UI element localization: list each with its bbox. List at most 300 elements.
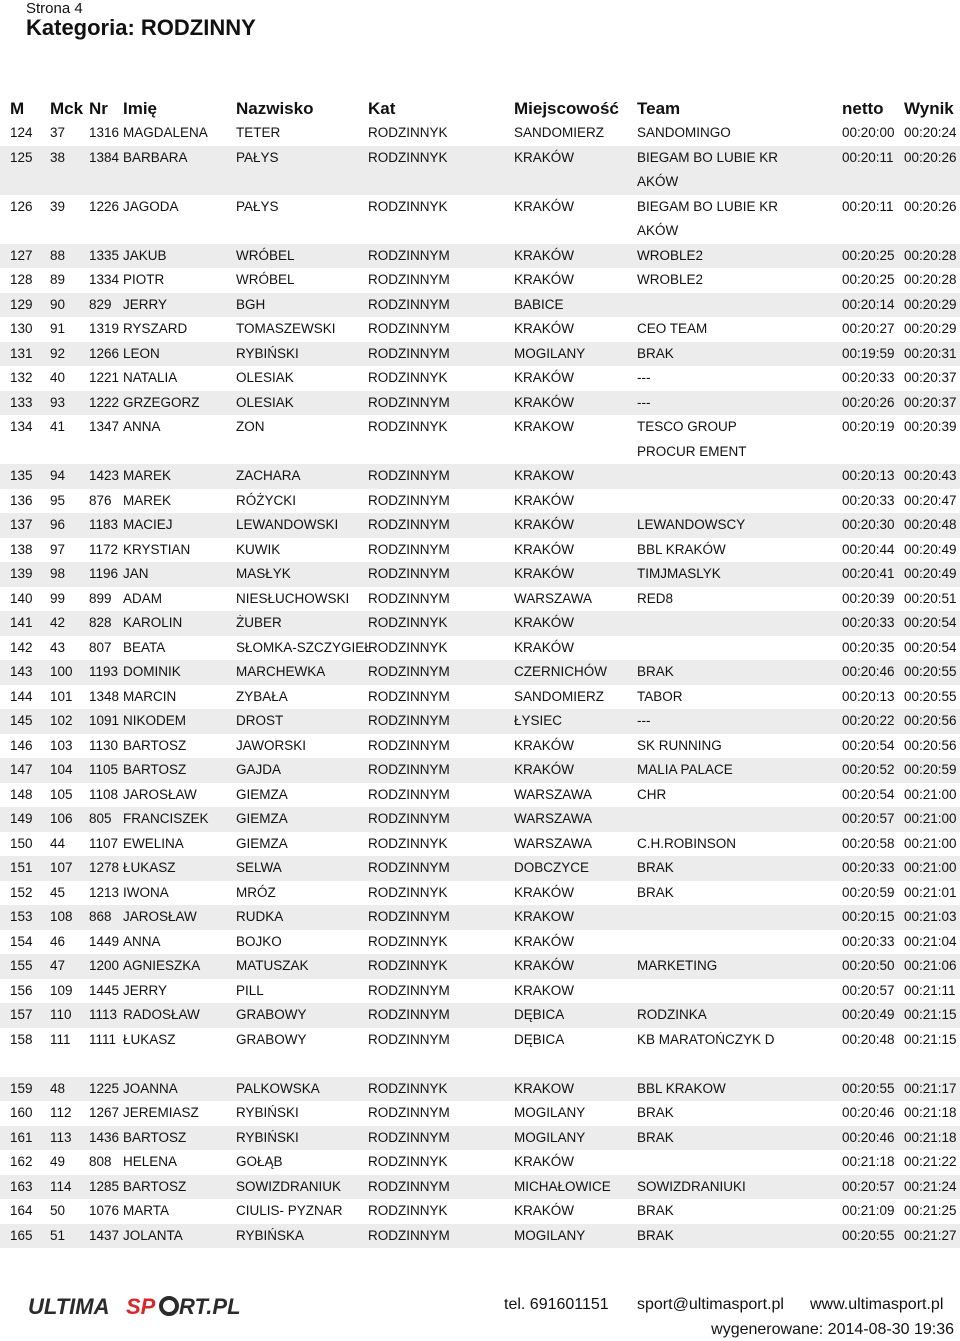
cell-first-name: MAREK	[123, 492, 172, 508]
cell-result: 00:20:55	[904, 688, 957, 704]
cell-net-time: 00:20:27	[842, 321, 895, 336]
cell-result: 00:20:24	[904, 125, 957, 140]
cell-bib: 1285	[89, 1178, 120, 1194]
cell-team: BIEGAM BO LUBIE KR AKÓW	[637, 149, 779, 189]
cell-place: 129	[10, 296, 33, 312]
cell-net-time: 00:20:54	[842, 737, 895, 753]
cell-result: 00:20:54	[904, 639, 957, 655]
cell-place: 150	[10, 835, 33, 851]
cell-city: KRAKOW	[514, 1080, 575, 1096]
cell-bib: 1226	[89, 198, 120, 214]
cell-result: 00:20:31	[904, 345, 957, 361]
cell-category-place: 50	[50, 1203, 66, 1218]
cell-team: ---	[637, 370, 651, 385]
cell-bib: 1334	[89, 272, 120, 287]
cell-result: 00:20:49	[904, 541, 957, 557]
cell-bib: 1130	[89, 737, 119, 753]
cell-place: 137	[10, 517, 33, 532]
cell-category: RODZINNYK	[368, 884, 448, 900]
cell-last-name: TETER	[236, 125, 281, 140]
cell-result: 00:21:24	[904, 1178, 957, 1194]
cell-first-name: LEON	[123, 345, 160, 361]
cell-result: 00:21:11	[904, 982, 956, 998]
cell-net-time: 00:20:55	[842, 1227, 895, 1243]
cell-result: 00:20:29	[904, 321, 957, 336]
cell-city: WARSZAWA	[514, 786, 592, 802]
cell-city: KRAKÓW	[514, 149, 575, 165]
cell-last-name: GIEMZA	[236, 786, 288, 802]
cell-city: WARSZAWA	[514, 811, 592, 826]
table-row	[0, 146, 960, 195]
cell-category: RODZINNYM	[368, 762, 450, 777]
cell-first-name: KRYSTIAN	[123, 541, 191, 557]
cell-last-name: PALKOWSKA	[236, 1080, 320, 1096]
cell-category-place: 42	[50, 615, 66, 630]
cell-bib: 1449	[89, 933, 120, 949]
cell-first-name: BARTOSZ	[123, 737, 187, 753]
cell-result: 00:21:00	[904, 835, 957, 851]
cell-team: SK RUNNING	[637, 737, 722, 753]
table-row	[0, 342, 960, 367]
cell-category-place: 39	[50, 198, 66, 214]
cell-team: SOWIZDRANIUKI	[637, 1178, 746, 1194]
cell-team: TESCO GROUP PROCUR EMENT	[637, 419, 747, 459]
table-row	[0, 415, 960, 464]
cell-place: 155	[10, 958, 33, 973]
cell-net-time: 00:20:33	[842, 370, 895, 385]
cell-place: 163	[10, 1178, 33, 1194]
cell-place: 151	[10, 860, 33, 875]
cell-result: 00:20:26	[904, 149, 957, 165]
cell-bib: 1111	[89, 1031, 117, 1047]
cell-place: 133	[10, 394, 33, 410]
cell-category-place: 99	[50, 590, 66, 606]
cell-last-name: MATUSZAK	[236, 958, 309, 973]
cell-result: 00:21:27	[904, 1227, 957, 1243]
cell-first-name: JAROSŁAW	[123, 909, 197, 924]
cell-last-name: PAŁYS	[236, 198, 279, 214]
cell-first-name: RADOSŁAW	[123, 1007, 200, 1022]
cell-category-place: 96	[50, 517, 66, 532]
cell-place: 141	[10, 615, 33, 630]
cell-bib: 1436	[89, 1129, 120, 1145]
cell-bib: 1107	[89, 835, 119, 851]
cell-team: MALIA PALACE	[637, 762, 733, 777]
table-row	[0, 293, 960, 318]
cell-bib: 1193	[89, 664, 119, 679]
cell-net-time: 00:20:58	[842, 835, 895, 851]
cell-last-name: ŻUBER	[236, 615, 282, 630]
cell-category: RODZINNYM	[368, 272, 450, 287]
cell-first-name: PIOTR	[123, 272, 165, 287]
cell-category-place: 47	[50, 958, 66, 973]
table-row	[0, 244, 960, 269]
cell-category: RODZINNYM	[368, 1178, 450, 1194]
cell-net-time: 00:20:44	[842, 541, 895, 557]
table-row	[0, 513, 960, 538]
cell-last-name: SOWIZDRANIUK	[236, 1178, 342, 1194]
cell-category: RODZINNYK	[368, 370, 448, 385]
cell-category-place: 98	[50, 566, 66, 581]
cell-net-time: 00:20:52	[842, 762, 895, 777]
cell-first-name: DOMINIK	[123, 664, 181, 679]
table-row	[0, 587, 960, 612]
cell-bib: 1384	[89, 149, 120, 165]
cell-category-place: 90	[50, 296, 66, 312]
table-row	[0, 1126, 960, 1151]
cell-net-time: 00:20:49	[842, 1007, 895, 1022]
cell-category-place: 100	[50, 664, 73, 679]
cell-bib: 1437	[89, 1227, 120, 1243]
cell-city: KRAKÓW	[514, 566, 575, 581]
svg-text:ULTIMA: ULTIMA	[28, 1294, 110, 1319]
cell-city: MOGILANY	[514, 1227, 586, 1243]
table-row	[0, 930, 960, 955]
table-row	[0, 1224, 960, 1249]
cell-city: KRAKÓW	[514, 639, 575, 655]
cell-city: KRAKOW	[514, 909, 575, 924]
cell-result: 00:21:22	[904, 1154, 957, 1169]
table-row	[0, 905, 960, 930]
cell-result: 00:21:25	[904, 1203, 957, 1218]
cell-last-name: LEWANDOWSKI	[236, 517, 339, 532]
table-row	[0, 489, 960, 514]
cell-net-time: 00:20:55	[842, 1080, 895, 1096]
cell-place: 149	[10, 811, 33, 826]
cell-category: RODZINNYM	[368, 713, 450, 728]
table-row	[0, 832, 960, 857]
ultimasport-logo	[28, 1293, 268, 1319]
cell-city: KRAKÓW	[514, 737, 575, 753]
footer-website[interactable]: www.ultimasport.pl	[810, 1296, 944, 1313]
cell-bib: 1267	[89, 1105, 120, 1120]
table-row	[0, 1150, 960, 1175]
cell-city: KRAKÓW	[514, 321, 575, 336]
cell-city: CZERNICHÓW	[514, 664, 607, 679]
cell-city: KRAKÓW	[514, 958, 575, 973]
table-row	[0, 611, 960, 636]
cell-category: RODZINNYK	[368, 958, 448, 973]
cell-last-name: GRABOWY	[236, 1031, 307, 1047]
cell-category: RODZINNYM	[368, 664, 450, 679]
cell-city: KRAKOW	[514, 419, 575, 434]
cell-first-name: JERRY	[123, 296, 168, 312]
cell-last-name: DROST	[236, 713, 284, 728]
column-header-team: Team	[637, 99, 681, 118]
table-row	[0, 636, 960, 661]
cell-category: RODZINNYM	[368, 860, 450, 875]
table-row	[0, 954, 960, 979]
cell-last-name: ZACHARA	[236, 468, 301, 483]
cell-category: RODZINNYM	[368, 468, 450, 483]
cell-last-name: WRÓBEL	[236, 247, 295, 263]
cell-team: RED8	[637, 590, 674, 606]
table-row	[0, 660, 960, 685]
column-header-netto: netto	[842, 99, 884, 118]
cell-category: RODZINNYM	[368, 492, 450, 508]
cell-result: 00:21:04	[904, 933, 957, 949]
cell-bib: 1445	[89, 982, 120, 998]
cell-category: RODZINNYK	[368, 419, 448, 434]
cell-bib: 1348	[89, 688, 120, 704]
cell-net-time: 00:21:18	[842, 1154, 895, 1169]
cell-city: KRAKÓW	[514, 933, 575, 949]
cell-first-name: JERRY	[123, 982, 168, 998]
cell-city: DOBCZYCE	[514, 860, 590, 875]
cell-net-time: 00:21:09	[842, 1203, 895, 1218]
cell-team: ---	[637, 713, 651, 728]
cell-city: KRAKÓW	[514, 517, 575, 532]
cell-category-place: 43	[50, 639, 66, 655]
cell-bib: 1091	[89, 713, 120, 728]
cell-last-name: SELWA	[236, 860, 282, 875]
cell-category-place: 109	[50, 982, 73, 998]
cell-bib: 1266	[89, 345, 120, 361]
cell-category-place: 93	[50, 394, 66, 410]
cell-category: RODZINNYM	[368, 688, 450, 704]
cell-first-name: MAGDALENA	[123, 125, 208, 140]
column-header-m: M	[10, 99, 25, 118]
cell-category-place: 37	[50, 125, 66, 140]
cell-result: 00:20:39	[904, 419, 957, 434]
column-header-kat: Kat	[368, 99, 396, 118]
cell-category-place: 51	[50, 1227, 66, 1243]
cell-category: RODZINNYM	[368, 811, 450, 826]
cell-first-name: AGNIESZKA	[123, 958, 201, 973]
cell-last-name: RYBIŃSKI	[236, 1129, 299, 1145]
cell-result: 00:20:37	[904, 394, 957, 410]
table-row	[0, 1175, 960, 1200]
cell-category-place: 114	[50, 1178, 72, 1194]
cell-category: RODZINNYM	[368, 909, 450, 924]
cell-last-name: BGH	[236, 296, 266, 312]
cell-team: CHR	[637, 786, 667, 802]
cell-place: 154	[10, 933, 33, 949]
table-row	[0, 685, 960, 710]
cell-place: 165	[10, 1227, 33, 1243]
cell-result: 00:21:18	[904, 1129, 957, 1145]
table-row	[0, 1077, 960, 1102]
cell-place: 138	[10, 541, 33, 557]
cell-category: RODZINNYK	[368, 639, 448, 655]
cell-place: 145	[10, 713, 33, 728]
cell-category-place: 44	[50, 835, 66, 851]
cell-team: BBL KRAKOW	[637, 1080, 726, 1096]
cell-bib: 1319	[89, 321, 120, 336]
cell-category: RODZINNYM	[368, 590, 450, 606]
table-row	[0, 734, 960, 759]
footer-generated: wygenerowane: 2014-08-30 19:36	[711, 1321, 954, 1338]
cell-net-time: 00:20:13	[842, 468, 895, 483]
cell-city: KRAKÓW	[514, 615, 575, 630]
cell-place: 148	[10, 786, 33, 802]
cell-category: RODZINNYM	[368, 1227, 450, 1243]
cell-net-time: 00:20:59	[842, 884, 895, 900]
cell-bib: 1222	[89, 394, 120, 410]
cell-category: RODZINNYM	[368, 1031, 450, 1047]
cell-place: 132	[10, 370, 33, 385]
cell-category-place: 102	[50, 713, 73, 728]
cell-place: 131	[10, 345, 33, 361]
cell-category-place: 107	[50, 860, 73, 875]
table-row	[0, 1003, 960, 1028]
cell-city: KRAKÓW	[514, 884, 575, 900]
cell-team: BRAK	[637, 884, 674, 900]
cell-last-name: SŁOMKA-SZCZYGIEŁ	[236, 639, 372, 655]
cell-bib: 1183	[89, 517, 119, 532]
cell-net-time: 00:20:25	[842, 272, 895, 287]
cell-city: KRAKOW	[514, 982, 575, 998]
cell-category: RODZINNYM	[368, 982, 450, 998]
cell-category-place: 88	[50, 247, 66, 263]
cell-net-time: 00:20:50	[842, 958, 895, 973]
cell-last-name: GIEMZA	[236, 811, 288, 826]
cell-place: 128	[10, 272, 33, 287]
cell-last-name: GAJDA	[236, 762, 282, 777]
cell-category-place: 92	[50, 345, 66, 361]
cell-city: SANDOMIERZ	[514, 125, 605, 140]
cell-team: LEWANDOWSCY	[637, 517, 746, 532]
cell-last-name: MRÓZ	[236, 884, 276, 900]
category-title: Kategoria: RODZINNY	[26, 15, 256, 40]
cell-net-time: 00:20:33	[842, 492, 895, 508]
cell-city: WARSZAWA	[514, 835, 592, 851]
cell-first-name: JAROSŁAW	[123, 786, 197, 802]
cell-net-time: 00:20:13	[842, 688, 895, 704]
cell-team: CEO TEAM	[637, 321, 708, 336]
cell-result: 00:20:55	[904, 664, 957, 679]
cell-first-name: ŁUKASZ	[123, 1031, 176, 1047]
cell-place: 142	[10, 639, 33, 655]
table-row	[0, 856, 960, 881]
cell-place: 136	[10, 492, 33, 508]
cell-first-name: KAROLIN	[123, 615, 183, 630]
table-row	[0, 391, 960, 416]
table-row	[0, 709, 960, 734]
cell-place: 153	[10, 909, 33, 924]
cell-first-name: ADAM	[123, 590, 163, 606]
cell-first-name: MARCIN	[123, 688, 177, 704]
cell-city: ŁYSIEC	[514, 713, 563, 728]
svg-text:RT.PL: RT.PL	[179, 1294, 241, 1319]
cell-place: 130	[10, 321, 33, 336]
cell-last-name: TOMASZEWSKI	[236, 321, 336, 336]
cell-result: 00:20:48	[904, 517, 957, 532]
cell-category: RODZINNYM	[368, 345, 450, 361]
cell-category: RODZINNYM	[368, 247, 450, 263]
cell-first-name: HELENA	[123, 1154, 178, 1169]
cell-place: 164	[10, 1203, 33, 1218]
cell-net-time: 00:20:54	[842, 786, 895, 802]
cell-place: 135	[10, 468, 33, 483]
cell-first-name: MAREK	[123, 468, 172, 483]
cell-net-time: 00:20:14	[842, 296, 895, 312]
cell-city: BABICE	[514, 296, 564, 312]
cell-bib: 868	[89, 909, 112, 924]
cell-category-place: 38	[50, 149, 66, 165]
cell-category: RODZINNYM	[368, 1007, 450, 1022]
cell-city: KRAKÓW	[514, 370, 575, 385]
cell-place: 147	[10, 762, 33, 777]
cell-city: KRAKÓW	[514, 541, 575, 557]
cell-category: RODZINNYM	[368, 517, 450, 532]
cell-place: 156	[10, 982, 33, 998]
cell-net-time: 00:20:57	[842, 982, 895, 998]
cell-place: 161	[10, 1129, 33, 1145]
cell-net-time: 00:20:48	[842, 1031, 895, 1047]
cell-bib: 1335	[89, 247, 120, 263]
cell-bib: 807	[89, 639, 112, 655]
cell-first-name: BEATA	[123, 639, 166, 655]
cell-bib: 1225	[89, 1080, 120, 1096]
cell-result: 00:20:29	[904, 296, 957, 312]
cell-team: ---	[637, 394, 651, 410]
table-row	[0, 979, 960, 1004]
cell-city: MOGILANY	[514, 1129, 586, 1145]
cell-place: 124	[10, 125, 33, 140]
cell-team: BIEGAM BO LUBIE KR AKÓW	[637, 198, 779, 238]
cell-bib: 829	[89, 296, 112, 312]
cell-net-time: 00:20:22	[842, 713, 895, 728]
cell-team: TABOR	[637, 688, 683, 704]
cell-first-name: ANNA	[123, 933, 161, 949]
cell-team: BRAK	[637, 345, 674, 361]
table-row	[0, 195, 960, 244]
cell-last-name: OLESIAK	[236, 370, 294, 385]
cell-place: 157	[10, 1007, 33, 1022]
cell-bib: 1200	[89, 958, 120, 973]
cell-net-time: 00:20:57	[842, 1178, 895, 1194]
cell-category: RODZINNYK	[368, 933, 448, 949]
cell-team: C.H.ROBINSON	[637, 835, 737, 851]
cell-first-name: NATALIA	[123, 370, 178, 385]
cell-category-place: 112	[50, 1105, 72, 1120]
cell-city: KRAKÓW	[514, 394, 575, 410]
cell-category-place: 113	[50, 1129, 72, 1145]
cell-bib: 1076	[89, 1203, 120, 1218]
table-row	[0, 562, 960, 587]
cell-place: 134	[10, 419, 33, 434]
cell-place: 126	[10, 198, 33, 214]
cell-last-name: RYBIŃSKI	[236, 1105, 299, 1120]
cell-result: 00:20:47	[904, 492, 957, 508]
cell-team: BRAK	[637, 664, 674, 679]
cell-category-place: 108	[50, 909, 73, 924]
cell-team: SANDOMINGO	[637, 125, 731, 140]
cell-net-time: 00:20:33	[842, 615, 895, 630]
cell-category-place: 95	[50, 492, 66, 508]
footer-email[interactable]: sport@ultimasport.pl	[637, 1296, 784, 1313]
cell-last-name: GIEMZA	[236, 835, 288, 851]
cell-category: RODZINNYM	[368, 296, 450, 312]
cell-bib: 828	[89, 615, 112, 630]
page-label: Strona 4	[26, 0, 83, 17]
cell-category-place: 49	[50, 1154, 66, 1169]
table-row	[0, 1101, 960, 1126]
cell-category: RODZINNYM	[368, 321, 450, 336]
cell-first-name: BARTOSZ	[123, 1178, 187, 1194]
cell-city: KRAKÓW	[514, 492, 575, 508]
cell-result: 00:20:56	[904, 713, 957, 728]
cell-result: 00:21:00	[904, 811, 957, 826]
cell-bib: 808	[89, 1154, 112, 1169]
cell-net-time: 00:20:00	[842, 125, 895, 140]
cell-net-time: 00:20:39	[842, 590, 895, 606]
cell-last-name: GOŁĄB	[236, 1154, 283, 1169]
cell-bib: 1221	[89, 370, 120, 385]
cell-category: RODZINNYM	[368, 1105, 450, 1120]
cell-first-name: ŁUKASZ	[123, 860, 176, 875]
